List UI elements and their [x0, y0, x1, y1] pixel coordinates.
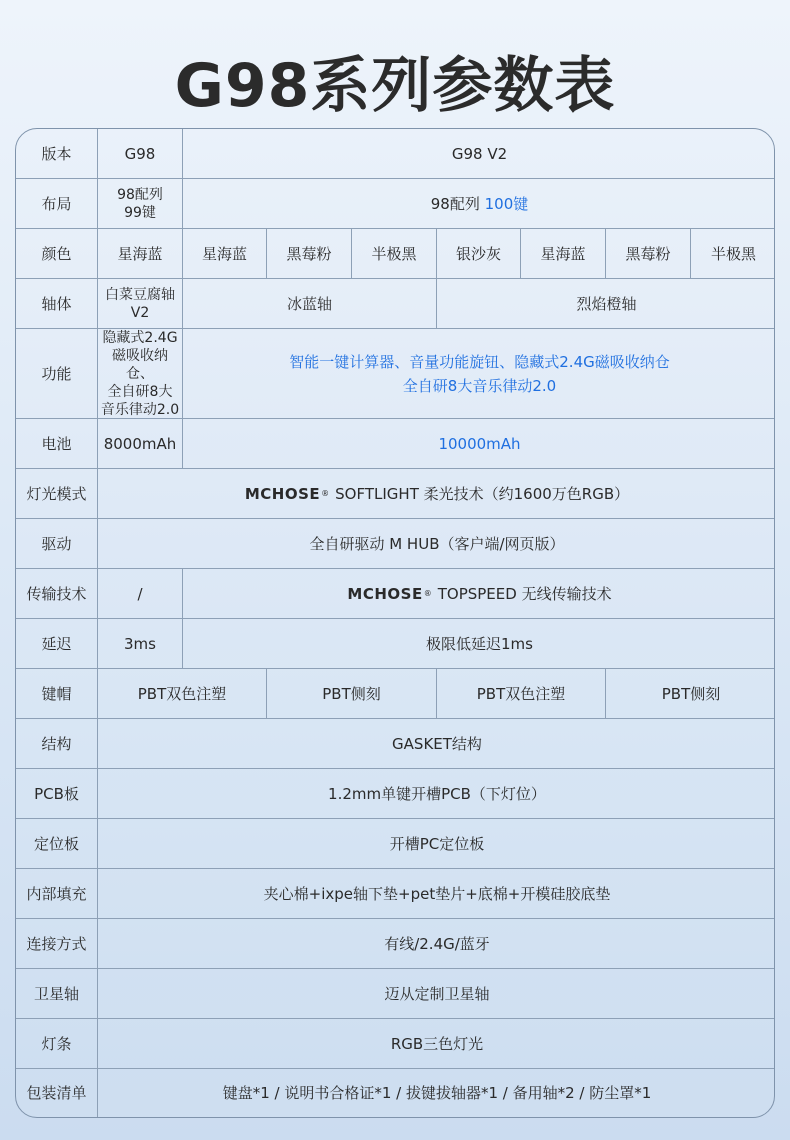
- lightbar-value: RGB三色灯光: [98, 1019, 775, 1069]
- row-label-feature: 功能: [16, 329, 98, 419]
- color-cell: 黑莓粉: [267, 229, 352, 279]
- feature-g98-line: 音乐律动2.0: [100, 401, 180, 418]
- filling-value: 夹心棉+ixpe轴下垫+pet垫片+底棉+开模硅胶底垫: [98, 869, 775, 919]
- row-label-transmission: 传输技术: [16, 569, 98, 619]
- feature-g98: [98, 329, 183, 419]
- battery-v2: 10000mAh: [183, 419, 775, 469]
- feature-g98-line: 磁吸收纳仓、: [112, 347, 168, 382]
- color-cell: 半极黑: [352, 229, 437, 279]
- row-label-driver: 驱动: [16, 519, 98, 569]
- row-label-structure: 结构: [16, 719, 98, 769]
- row-label-version: 版本: [16, 129, 98, 179]
- layout-v2-prefix: 98配列: [430, 194, 480, 213]
- transmission-g98: /: [98, 569, 183, 619]
- layout-g98-line2: 99键: [124, 204, 156, 221]
- brand-mchose: MCHOSE: [244, 484, 321, 503]
- transmission-text: TOPSPEED 无线传输技术: [437, 584, 612, 603]
- feature-v2-line1: 智能一键计算器、音量功能旋钮、隐藏式2.4G磁吸收纳仓: [289, 352, 670, 371]
- connection-value: 有线/2.4G/蓝牙: [98, 919, 775, 969]
- transmission-v2: [183, 569, 775, 619]
- feature-v2-line2: 全自研8大音乐律动2.0: [402, 376, 557, 395]
- keycap-cell: PBT双色注塑: [98, 669, 267, 719]
- registered-mark: ®: [423, 588, 432, 598]
- feature-v2: [183, 329, 775, 419]
- switch-g98: [98, 279, 183, 329]
- row-label-switch: 轴体: [16, 279, 98, 329]
- version-v2: G98 V2: [183, 129, 775, 179]
- switch-v2-a: 冰蓝轴: [183, 279, 437, 329]
- layout-v2-highlight: 100键: [484, 194, 529, 213]
- layout-v2: [183, 179, 775, 229]
- row-label-lighting: 灯光模式: [16, 469, 98, 519]
- row-label-connection: 连接方式: [16, 919, 98, 969]
- keycap-cell: PBT侧刻: [606, 669, 775, 719]
- page-title: G98系列参数表: [174, 51, 616, 121]
- color-cell: 黑莓粉: [606, 229, 691, 279]
- battery-g98: 8000mAh: [98, 419, 183, 469]
- feature-g98-line: 全自研8大: [107, 383, 173, 400]
- row-label-latency: 延迟: [16, 619, 98, 669]
- registered-mark: ®: [321, 488, 330, 498]
- row-label-battery: 电池: [16, 419, 98, 469]
- latency-g98: 3ms: [98, 619, 183, 669]
- switch-v2-b: 烈焰橙轴: [437, 279, 775, 329]
- row-label-color: 颜色: [16, 229, 98, 279]
- switch-g98-line2: V2: [130, 304, 150, 321]
- layout-g98-line1: 98配列: [117, 186, 163, 203]
- layout-g98: [98, 179, 183, 229]
- row-label-package: 包装清单: [16, 1069, 98, 1117]
- color-cell: 银沙灰: [437, 229, 521, 279]
- row-label-lightbar: 灯条: [16, 1019, 98, 1069]
- color-cell: 星海蓝: [521, 229, 606, 279]
- row-label-pcb: PCB板: [16, 769, 98, 819]
- lighting-value: [98, 469, 775, 519]
- keycap-cell: PBT双色注塑: [437, 669, 606, 719]
- brand-mchose: MCHOSE: [347, 584, 423, 603]
- latency-v2: 极限低延迟1ms: [183, 619, 775, 669]
- pcb-value: 1.2mm单键开槽PCB（下灯位）: [98, 769, 775, 819]
- plate-value: 开槽PC定位板: [98, 819, 775, 869]
- color-cell: 半极黑: [691, 229, 775, 279]
- color-cell: 星海蓝: [98, 229, 183, 279]
- driver-value: 全自研驱动 M HUB（客户端/网页版）: [98, 519, 775, 569]
- keycap-cell: PBT侧刻: [267, 669, 437, 719]
- row-label-keycap: 键帽: [16, 669, 98, 719]
- stabilizer-value: 迈从定制卫星轴: [98, 969, 775, 1019]
- row-label-filling: 内部填充: [16, 869, 98, 919]
- row-label-stabilizer: 卫星轴: [16, 969, 98, 1019]
- version-g98: G98: [98, 129, 183, 179]
- row-label-layout: 布局: [16, 179, 98, 229]
- spec-table: [15, 128, 775, 1118]
- color-cell: 星海蓝: [183, 229, 267, 279]
- package-value: 键盘*1 / 说明书合格证*1 / 拔键拔轴器*1 / 备用轴*2 / 防尘罩*1: [222, 1084, 652, 1102]
- lighting-text: SOFTLIGHT 柔光技术（约1600万色RGB）: [335, 484, 630, 503]
- row-label-plate: 定位板: [16, 819, 98, 869]
- structure-value: GASKET结构: [98, 719, 775, 769]
- feature-g98-line: 隐藏式2.4G: [102, 329, 178, 346]
- switch-g98-line1: 白菜豆腐轴: [105, 286, 175, 303]
